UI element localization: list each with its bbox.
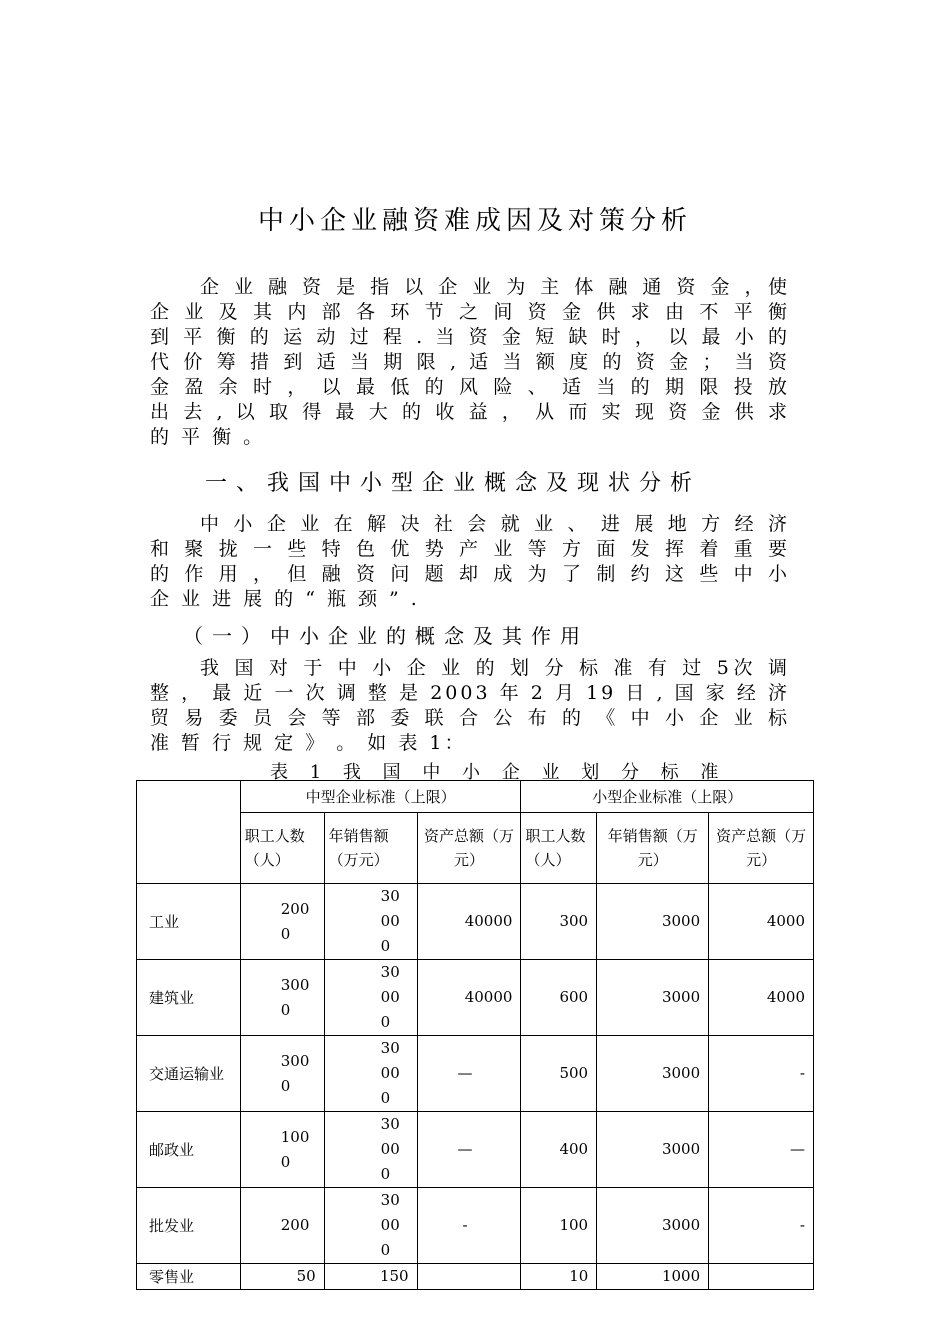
cell-s-emp: 10 <box>521 1264 597 1290</box>
cell-s-assets: 4000 <box>709 960 814 1036</box>
cell-m-assets <box>417 1264 521 1290</box>
cell-s-sales: 3000 <box>597 1112 709 1188</box>
cell-s-assets: - <box>709 1188 814 1264</box>
col-header-employees: 职工人数（人） <box>240 813 324 884</box>
row-label: 邮政业 <box>137 1112 241 1188</box>
table-row <box>137 884 814 960</box>
cell-m-assets: — <box>417 1112 521 1188</box>
subsection-paragraph <box>150 656 790 756</box>
intro-line: 代 价 筹 措 到 适 当 期 限 , 适 当 额 度 的 资 金 ； 当 资 <box>150 351 790 373</box>
subsection-heading: （一）中小企业的概念及其作用 <box>183 624 589 648</box>
cell-s-emp: 500 <box>521 1036 597 1112</box>
cell-s-assets <box>709 1264 814 1290</box>
col-header-sales: 年销售额（万元） <box>324 813 417 884</box>
section-heading: 一、我国中小型企业概念及现状分析 <box>205 471 702 496</box>
intro-line: 出 去 , 以 取 得 最 大 的 收 益 ， 从 而 实 现 资 金 供 求 <box>150 401 790 423</box>
cell-s-emp: 600 <box>521 960 597 1036</box>
col-header-assets: 资产总额（万元） <box>417 813 521 884</box>
small-group-header: 小型企业标准（上限） <box>521 781 814 813</box>
section1-line: 和 聚 拢 一 些 特 色 优 势 产 业 等 方 面 发 挥 着 重 要 <box>150 538 790 560</box>
cell-m-emp: 1000 <box>240 1112 324 1188</box>
cell-s-sales: 3000 <box>597 960 709 1036</box>
intro-line: 企 业 及 其 内 部 各 环 节 之 间 资 金 供 求 由 不 平 衡 <box>150 301 790 323</box>
cell-s-emp: 300 <box>521 884 597 960</box>
row-label: 建筑业 <box>137 960 241 1036</box>
row-label: 工业 <box>137 884 241 960</box>
cell-m-assets: - <box>417 1188 521 1264</box>
cell-m-emp: 2000 <box>240 884 324 960</box>
cell-s-sales: 3000 <box>597 1188 709 1264</box>
table-row <box>137 1188 814 1264</box>
cell-m-sales: 30000 <box>324 1036 417 1112</box>
cell-m-sales: 30000 <box>324 1112 417 1188</box>
cell-m-emp: 3000 <box>240 960 324 1036</box>
intro-paragraph <box>150 275 790 450</box>
intro-line: 金 盈 余 时 ， 以 最 低 的 风 险 、 适 当 的 期 限 投 放 <box>150 376 790 398</box>
cell-s-assets: — <box>709 1112 814 1188</box>
intro-line: 到 平 衡 的 运 动 过 程 . 当 资 金 短 缺 时 ， 以 最 小 的 <box>150 326 790 348</box>
cell-s-emp: 400 <box>521 1112 597 1188</box>
section1-line: 企 业 进 展 的 “ 瓶 颈 ” . <box>150 588 420 610</box>
table-row <box>137 1264 814 1290</box>
intro-line: 的 平 衡 。 <box>150 426 266 448</box>
table-caption: 表 1 我 国 中 小 企 业 划 分 标 准 <box>270 762 727 783</box>
cell-s-assets: - <box>709 1036 814 1112</box>
subsection-line: 贸 易 委 员 会 等 部 委 联 合 公 布 的 《 中 小 企 业 标 <box>150 707 790 729</box>
cell-m-assets: 40000 <box>417 960 521 1036</box>
row-label: 零售业 <box>137 1264 241 1290</box>
cell-s-emp: 100 <box>521 1188 597 1264</box>
cell-m-emp: 200 <box>240 1188 324 1264</box>
col-header-sales: 年销售额（万元） <box>597 813 709 884</box>
table-corner-cell <box>137 781 241 884</box>
intro-line: 企 业 融 资 是 指 以 企 业 为 主 体 融 通 资 金 ，使 <box>200 276 790 298</box>
row-label: 交通运输业 <box>137 1036 241 1112</box>
cell-s-sales: 1000 <box>597 1264 709 1290</box>
cell-m-sales: 150 <box>324 1264 417 1290</box>
table-body <box>137 884 814 1290</box>
classification-table <box>136 780 814 1290</box>
table-row <box>137 960 814 1036</box>
medium-group-header: 中型企业标准（上限） <box>240 781 521 813</box>
subsection-line: 准 暂 行 规 定 》 。 如 表 1： <box>150 732 467 754</box>
cell-m-emp: 3000 <box>240 1036 324 1112</box>
subsection-line: 我 国 对 于 中 小 企 业 的 划 分 标 准 有 过 5次 调 <box>200 657 790 679</box>
table-row <box>137 1112 814 1188</box>
col-header-assets: 资产总额（万元） <box>709 813 814 884</box>
cell-s-sales: 3000 <box>597 884 709 960</box>
col-header-employees: 职工人数（人） <box>521 813 597 884</box>
section1-paragraph <box>150 512 790 612</box>
table-header-row <box>137 781 814 813</box>
cell-m-sales: 30000 <box>324 884 417 960</box>
section1-line: 的 作 用 ， 但 融 资 问 题 却 成 为 了 制 约 这 些 中 小 <box>150 563 790 585</box>
table-row <box>137 1036 814 1112</box>
cell-m-sales: 30000 <box>324 1188 417 1264</box>
document-title: 中小企业融资难成因及对策分析 <box>257 206 692 236</box>
cell-m-sales: 30000 <box>324 960 417 1036</box>
cell-m-assets: 40000 <box>417 884 521 960</box>
cell-s-assets: 4000 <box>709 884 814 960</box>
cell-m-assets: — <box>417 1036 521 1112</box>
cell-m-emp: 50 <box>240 1264 324 1290</box>
subsection-line: 整 ， 最 近 一 次 调 整 是 2003 年 2 月 19 日 , 国 家 经 济 <box>150 682 790 704</box>
row-label: 批发业 <box>137 1188 241 1264</box>
section1-line: 中 小 企 业 在 解 决 社 会 就 业 、 进 展 地 方 经 济 <box>200 513 790 535</box>
cell-s-sales: 3000 <box>597 1036 709 1112</box>
